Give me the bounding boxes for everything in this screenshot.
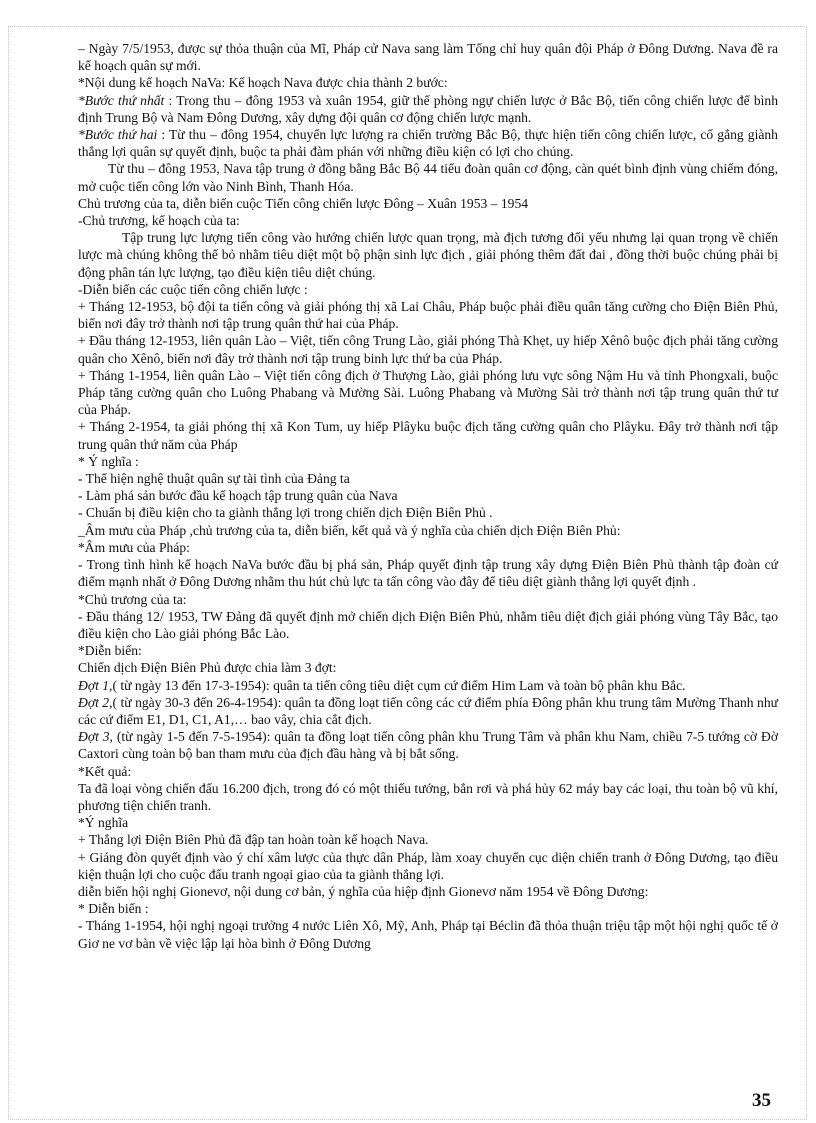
paragraph-text: , (từ ngày 1-5 đến 7-5-1954): quân ta đồng loạt tiến công phân khu Trung Tâm và phân khu Nam, chiều 7-5 tướng cờ Đờ Caxtori cùng toàn bộ ban tham mưu của địch đầu hàng và bị bắt sống. [78,729,779,762]
paragraph-text: Tập trung lực lượng tiến công vào hướng chiến lược quan trọng, mà địch tương đối yếu nhưng lại quan trọng về chiến lược mà chúng không thể bỏ nhằm tiêu diệt một bộ phận sinh lực địch , giải phóng thêm đất đai , đồng thời buộc chúng phải bị động phân tán lực lượng, tạo điều kiện tiêu diệt chúng. [78,230,778,280]
paragraph-text: *Nội dung kế hoạch NaVa: Kế hoạch Nava được chia thành 2 bước: [78,75,448,91]
paragraph [78,504,778,521]
paragraph-text: -Chủ trương, kế hoạch của ta: [78,213,240,229]
paragraph [78,281,778,298]
paragraph-text: * Ý nghĩa : [78,453,139,469]
page-number: 35 [752,1090,771,1111]
paragraph [78,900,778,917]
paragraph-text: *Âm mưu của Pháp: [78,539,190,555]
paragraph [78,763,778,780]
paragraph [78,694,778,728]
paragraph [78,229,778,281]
paragraph [78,677,778,694]
paragraph [78,917,778,951]
paragraph-text: ,( từ ngày 13 đến 17-3-1954): quân ta tiến công tiêu diệt cụm cứ điểm Him Lam và toàn bộ phân khu Bắc. [109,677,686,693]
paragraph-text: + Tháng 2-1954, ta giải phóng thị xã Kon Tum, uy hiếp Plâyku buộc địch tăng cường quân cho Plâyku. Đây trở thành nơi tập trung quân thứ năm của Pháp [78,419,778,452]
paragraph-text: -Diễn biến các cuộc tiến công chiến lược : [78,281,308,297]
paragraph [78,470,778,487]
paragraph-text: : Trong thu – đông 1953 và xuân 1954, giữ thế phòng ngự chiến lược ở Bắc Bộ, tiến công chiến lược để bình định Trung Bộ và Nam Đông Dương, xây dựng đội quân cơ động chiến lược mạnh. [78,92,778,125]
paragraph [78,298,778,332]
paragraph-text: *Kết quả: [78,763,132,779]
paragraph [78,780,778,814]
paragraph [78,332,778,366]
paragraph [78,849,778,883]
paragraph [78,556,778,590]
paragraph-text: diễn biến hội nghị Gionevơ, nội dung cơ bản, ý nghĩa của hiệp định Gionevơ năm 1954 về Đông Dương: [78,883,649,899]
paragraph-lead: Đợt 3 [78,729,110,745]
paragraph-text: _Âm mưu của Pháp ,chủ trương của ta, diễn biến, kết quả và ý nghĩa của chiến dịch Điện Biên Phủ: [78,522,621,538]
paragraph [78,659,778,676]
paragraph-text: + Tháng 1-1954, liên quân Lào – Việt tiến công địch ở Thượng Lào, giải phóng lưu vực sông Nậm Hu và tỉnh Phongxali, buộc Pháp tăng cường quân cho Luông Phabang và Mường Sài. Luông Phabang và Mường Sài trở thành nơi tập trung quân thứ tư của Pháp. [78,367,778,418]
paragraph-text: + Thắng lợi Điện Biên Phủ đã đập tan hoàn toàn kế hoạch Nava. [78,832,429,848]
paragraph [78,195,778,212]
paragraph-lead: Đợt 2 [78,694,110,710]
paragraph-text: Chiến dịch Điện Biên Phủ được chia làm 3 đợt: [78,660,337,676]
paragraph [78,608,778,642]
paragraph-text: + Giáng đòn quyết định vào ý chí xâm lược của thực dân Pháp, làm xoay chuyển cục diện chiến tranh ở Đông Dương, tạo điều kiện thuận lợi cho cuộc đấu tranh ngoại giao của ta giành thắng lợi. [78,849,778,882]
paragraph [78,487,778,504]
paragraph-text: - Làm phá sản bước đầu kế hoạch tập trung quân của Nava [78,488,398,504]
paragraph [78,74,778,91]
paragraph [78,831,778,848]
paragraph-lead: *Bước thứ hai [78,127,158,143]
paragraph-text: Ta đã loại vòng chiến đấu 16.200 địch, trong đó có một thiếu tướng, bắn rơi và phá hủy 62 máy bay các loại, thu toàn bộ vũ khí, phương tiện chiến tranh. [78,780,778,813]
paragraph [78,591,778,608]
paragraph [78,522,778,539]
paragraph-text: * Diễn biến : [78,901,149,917]
paragraph-text: - Chuẩn bị điều kiện cho ta giành thắng lợi trong chiến dịch Điện Biên Phủ . [78,505,493,521]
paragraph [78,814,778,831]
paragraph [78,418,778,452]
paragraph-text: *Chủ trương của ta: [78,591,187,607]
paragraph-text: - Trong tình hình kế hoạch NaVa bước đầu bị phá sản, Pháp quyết định tập trung xây dựng Điện Biên Phủ thành tập đoàn cứ điểm mạnh nhất ở Đông Dương nhằm thu hút chủ lực ta tấn công vào đây để tiêu diệt giành thắng lợi quyết định . [78,557,778,590]
paragraph-text: Chủ trương của ta, diễn biến cuộc Tiến công chiến lược Đông – Xuân 1953 – 1954 [78,195,529,211]
paragraph-text: - Đầu tháng 12/ 1953, TW Đảng đã quyết định mở chiến dịch Điện Biên Phủ, nhằm tiêu diệt địch giải phóng vùng Tây Bắc, tạo điều kiện cho Lào giải phóng Bắc Lào. [78,608,778,641]
paragraph-text: Từ thu – đông 1953, Nava tập trung ở đồng bằng Bắc Bộ 44 tiểu đoàn quân cơ động, càn quét bình định vùng chiếm đóng, mở cuộc tiến công lớn vào Ninh Bình, Thanh Hóa. [78,161,778,194]
paragraph-text: *Diễn biến: [78,643,142,659]
paragraph-lead: *Bước thứ nhất [78,92,165,108]
paragraph [78,160,778,194]
paragraph [78,92,778,126]
paragraph [78,453,778,470]
paragraph [78,40,778,74]
paragraph [78,642,778,659]
paragraph [78,539,778,556]
paragraph-text: *Ý nghĩa [78,815,129,831]
paragraph [78,126,778,160]
paragraph-text: : Từ thu – đông 1954, chuyển lực lượng ra chiến trường Bắc Bộ, thực hiện tiến công chiến lược, cố gắng giành thắng lợi quân sự quyết định, buộc ta phải đàm phán với những điều kiện có lợi cho chúng. [78,127,778,160]
document-body [78,40,778,952]
paragraph-lead: Đợt 1 [78,677,110,693]
paragraph-text: - Tháng 1-1954, hội nghị ngoại trưởng 4 nước Liên Xô, Mỹ, Anh, Pháp tại Béclin đã thỏa thuận triệu tập một hội nghị quốc tế ở Giơ ne vơ bàn về việc lập lại hòa bình ở Đông Dương [78,918,778,951]
paragraph-text: + Tháng 12-1953, bộ đội ta tiến công và giải phóng thị xã Lai Châu, Pháp buộc phải điều quân tăng cường cho Điện Biên Phủ, biến nơi đây trở thành nơi tập trung quân thứ hai của Pháp. [78,299,778,332]
paragraph [78,367,778,419]
paragraph-text: + Đầu tháng 12-1953, liên quân Lào – Việt, tiến công Trung Lào, giải phóng Thà Khẹt, uy hiếp Xênô buộc địch phải tăng cường quân cho Xênô, biến nơi đây trở thành nơi tập trung binh lực thứ ba của Pháp. [78,333,778,366]
paragraph-text: – Ngày 7/5/1953, được sự thỏa thuận của Mĩ, Pháp cử Nava sang làm Tổng chỉ huy quân đội Pháp ở Đông Dương. Nava đề ra kế hoạch quân sự mới. [78,41,778,74]
paragraph [78,883,778,900]
paragraph-text: ,( từ ngày 30-3 đến 26-4-1954): quân ta đồng loạt tiến công các cứ điểm phía Đông phân khu trung tâm Mường Thanh như các cứ điểm E1, D1, C1, A1,… bao vây, chia cắt địch. [78,694,779,727]
paragraph [78,212,778,229]
paragraph-text: - Thể hiện nghệ thuật quân sự tài tình của Đảng ta [78,471,350,487]
paragraph [78,728,778,762]
